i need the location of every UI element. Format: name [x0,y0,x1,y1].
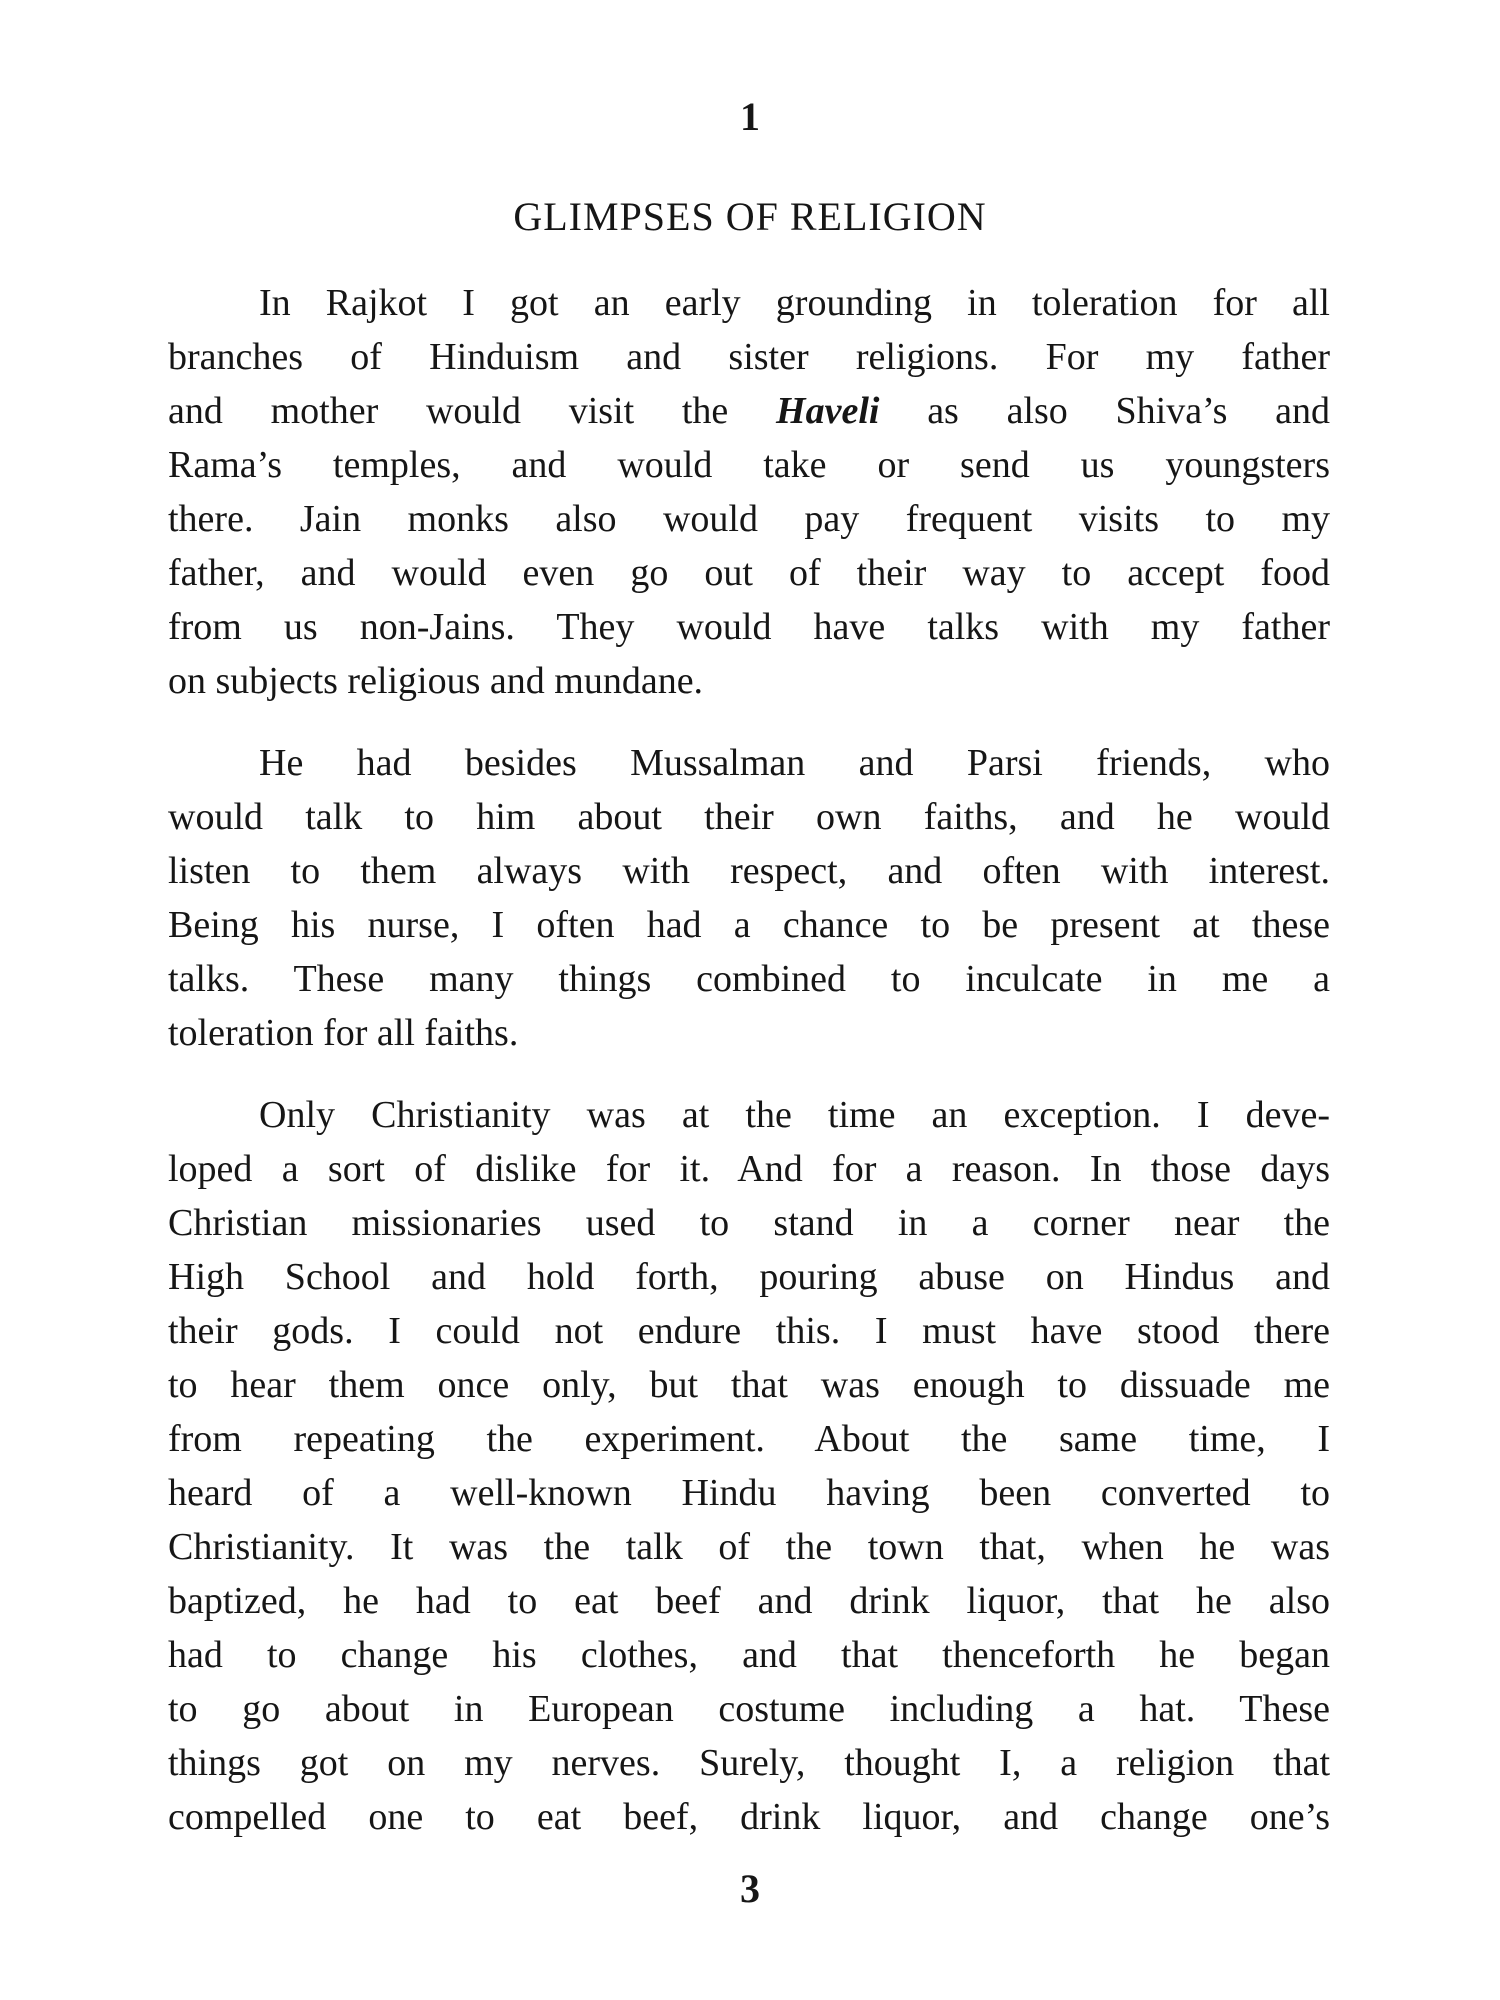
text-line: would talk to him about their own faiths, and he would [168,796,1330,838]
text-line: talks. These many things combined to inculcate in me a [168,958,1330,1000]
text-line: In Rajkot I got an early grounding in toleration for all [259,282,1330,324]
text-line: branches of Hinduism and sister religions. For my father [168,336,1330,378]
text-line: heard of a well-known Hindu having been converted to [168,1472,1330,1514]
text-line: to go about in European costume including a hat. These [168,1688,1330,1730]
text-line: father, and would even go out of their way to accept food [168,552,1330,594]
text-line: High School and hold forth, pouring abuse on Hindus and [168,1256,1330,1298]
text-line: listen to them always with respect, and often with interest. [168,850,1330,892]
text-line: Christianity. It was the talk of the town that, when he was [168,1526,1330,1568]
text-line: from repeating the experiment. About the same time, I [168,1418,1330,1460]
text-line: compelled one to eat beef, drink liquor, and change one’s [168,1796,1330,1838]
paragraph-2 [168,736,1330,1060]
paragraph-3 [168,1088,1330,1844]
chapter-title: GLIMPSES OF RELIGION [513,194,987,239]
text-line: He had besides Mussalman and Parsi friends, who [259,742,1330,784]
text-line: had to change his clothes, and that thenceforth he began [168,1634,1330,1676]
text-segment: and mother would visit the [168,390,729,432]
text-line: things got on my nerves. Surely, thought I, a religion that [168,1742,1330,1784]
paragraph-1 [168,276,1330,708]
text-line [168,384,1330,438]
page-number: 3 [740,1866,760,1911]
text-line: baptized, he had to eat beef and drink liquor, that he also [168,1580,1330,1622]
text-line: to hear them once only, but that was enough to dissuade me [168,1364,1330,1406]
text-line: Being his nurse, I often had a chance to be present at these [168,904,1330,946]
text-line: Only Christianity was at the time an exception. I deve- [259,1094,1330,1136]
body-text [168,276,1330,1872]
text-line: loped a sort of dislike for it. And for a reason. In those days [168,1148,1330,1190]
emphasized-word: Haveli [776,390,880,432]
text-line: on subjects religious and mundane. [168,660,704,702]
chapter-number: 1 [740,94,760,139]
text-line: Rama’s temples, and would take or send us youngsters [168,444,1330,486]
text-line: from us non-Jains. They would have talks with my father [168,606,1330,648]
text-line: Christian missionaries used to stand in a corner near the [168,1202,1330,1244]
text-line: their gods. I could not endure this. I must have stood there [168,1310,1330,1352]
text-line: toleration for all faiths. [168,1012,519,1054]
text-segment: as also Shiva’s and [927,390,1331,432]
text-line: there. Jain monks also would pay frequent visits to my [168,498,1330,540]
